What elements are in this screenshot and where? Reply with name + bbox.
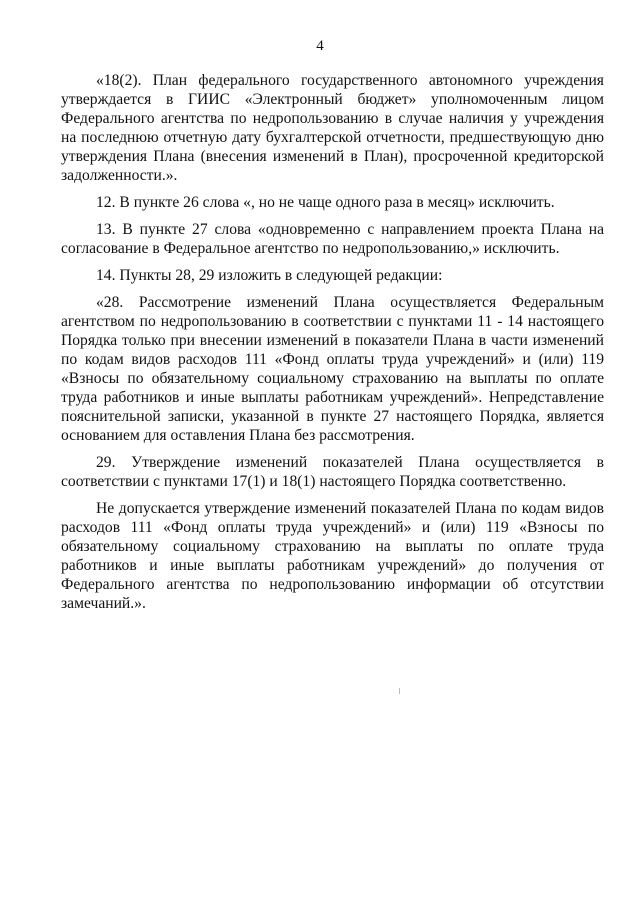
paragraph-item-14: 14. Пункты 28, 29 изложить в следующей редакции: bbox=[96, 267, 443, 284]
paragraph-29-continued: Не допускается утверждение изменений показателей Плана по кодам видов расходов 111 «Фонд оплаты труда учреждений» и (или) 119 «Взносы по обязательному социальному страхованию на выплаты по оплате труда работников и иные выплаты работникам учреждений» до получения от Федерального агентства по недропользованию информации об отсутствии замечаний.». bbox=[61, 500, 604, 612]
paragraph-29: 29. Утверждение изменений показателей Плана осуществляется в соответствии с пунктами 17(1) и 18(1) настоящего Порядка соответственно. bbox=[61, 454, 604, 490]
page-number: 4 bbox=[316, 38, 324, 54]
scan-artifact bbox=[399, 688, 400, 694]
paragraph-item-12: 12. В пункте 26 слова «, но не чаще одного раза в месяц» исключить. bbox=[96, 194, 555, 211]
paragraph-18-2: «18(2). План федерального государственного автономного учреждения утверждается в ГИИС «Электронный бюджет» уполномоченным лицом Федерального агентства по недропользованию в случае наличия у учреждения на последнюю отчетную дату бухгалтерской отчетности, предшествующую дню утверждения Плана (внесения изменений в План), просроченной кредиторской задолженности.». bbox=[61, 72, 604, 184]
document-body bbox=[61, 71, 604, 621]
paragraph-28: «28. Рассмотрение изменений Плана осуществляется Федеральным агентством по недропользованию в соответствии с пунктами 11 - 14 настоящего Порядка только при внесении изменений в показатели Плана в части изменений по кодам видов расходов 111 «Фонд оплаты труда учреждений» и (или) 119 «Взносы по обязательному социальному страхованию на выплаты по оплате труда работников и иные выплаты работникам учреждений». Непредставление пояснительной записки, указанной в пункте 27 настоящего Порядка, является основанием для оставления Плана без рассмотрения. bbox=[61, 294, 604, 444]
paragraph-item-13: 13. В пункте 27 слова «одновременно с направлением проекта Плана на согласование в Федеральное агентство по недропользованию,» исключить. bbox=[61, 221, 604, 257]
